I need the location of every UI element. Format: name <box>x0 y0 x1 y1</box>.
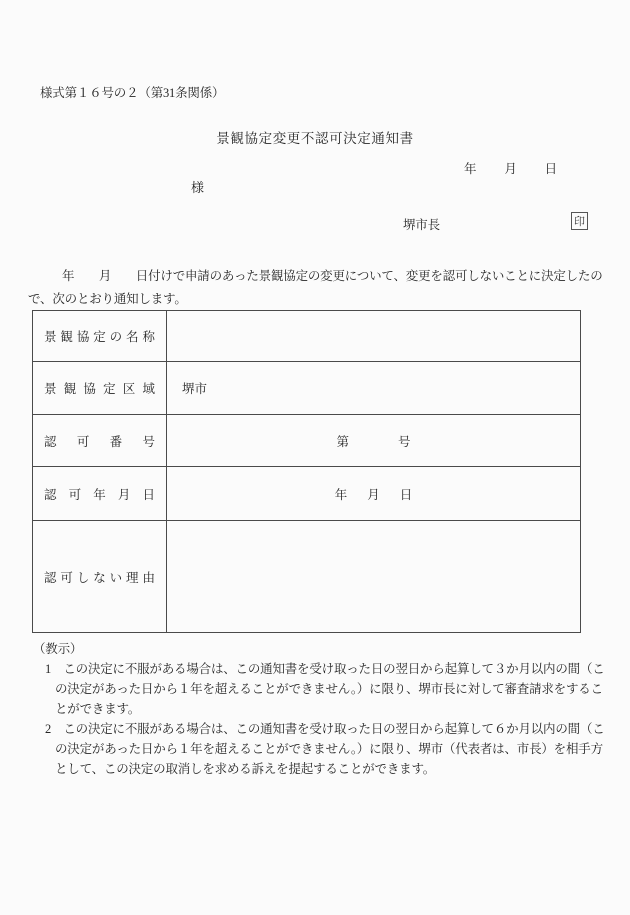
agreement-name-label: 景 観 協 定 の 名 称 <box>44 330 155 344</box>
agreement-area-label: 景 観 協 定 区 域 <box>44 382 155 396</box>
approval-day-label: 日 <box>399 487 413 502</box>
approval-date-label-cell <box>33 467 167 520</box>
approval-number-value <box>167 415 580 466</box>
seal-box <box>571 212 588 230</box>
approval-number-label-cell <box>33 415 167 466</box>
seal-mark: 印 <box>574 216 585 228</box>
instruction-1-line-1: 1 この決定に不服がある場合は、この通知書を受け取った日の翌日から起算して３か月以内の間（こ <box>45 662 605 676</box>
instruction-1-line-2: の決定があった日から１年を超えることができません。）に限り、堺市長に対して審査請求をするこ <box>55 682 603 696</box>
year-label: 年 <box>464 162 477 176</box>
approval-month-label: 月 <box>367 487 380 502</box>
row-approval-date <box>33 467 580 521</box>
form-number: 様式第１６号の２（第31条関係） <box>40 86 225 100</box>
row-refusal-reason <box>33 521 580 632</box>
issue-date-line <box>464 159 557 177</box>
refusal-reason-label: 認 可 し な い 理 由 <box>44 570 155 585</box>
issuer-name: 堺市長 <box>403 218 440 232</box>
row-approval-number <box>33 415 580 467</box>
day-label: 日 <box>544 162 557 176</box>
approval-year-label: 年 <box>334 487 348 502</box>
instructions-section <box>33 639 605 779</box>
instruction-1-line-3: とができます。 <box>55 702 141 716</box>
document-title: 景観協定変更不認可決定通知書 <box>216 131 414 146</box>
row-agreement-name <box>33 311 580 362</box>
row-agreement-area <box>33 362 580 415</box>
agreement-table <box>32 310 581 633</box>
approval-number-suffix: 号 <box>398 434 411 449</box>
month-label: 月 <box>504 162 517 176</box>
approval-number-label: 認 可 番 号 <box>44 434 155 449</box>
approval-date-label: 認 可 年 月 日 <box>44 487 155 502</box>
instructions-heading: （教示） <box>33 642 83 656</box>
agreement-area-label-cell <box>33 362 167 414</box>
agreement-name-value <box>167 311 580 361</box>
instruction-2-line-3: として、この決定の取消しを求める訴えを提起することができます。 <box>55 762 436 776</box>
refusal-reason-value <box>167 521 580 632</box>
body-paragraph-line-2: で、次のとおり通知します。 <box>28 292 187 306</box>
refusal-reason-label-cell <box>33 521 167 632</box>
addressee-suffix: 様 <box>191 180 204 195</box>
agreement-name-label-cell <box>33 311 167 361</box>
body-paragraph-line-1: 年 月 日付けで申請のあった景観協定の変更について、変更を認可しないことに決定したの <box>62 269 603 283</box>
instruction-2-line-2: の決定があった日から１年を超えることができません。）に限り、堺市（代表者は、市長）を相手方 <box>55 742 603 756</box>
agreement-area-value: 堺市 <box>182 382 208 396</box>
instruction-2-line-1: 2 この決定に不服がある場合は、この通知書を受け取った日の翌日から起算して６か月以内の間（こ <box>45 722 605 736</box>
approval-number-prefix: 第 <box>336 434 349 449</box>
approval-date-value <box>167 467 580 520</box>
